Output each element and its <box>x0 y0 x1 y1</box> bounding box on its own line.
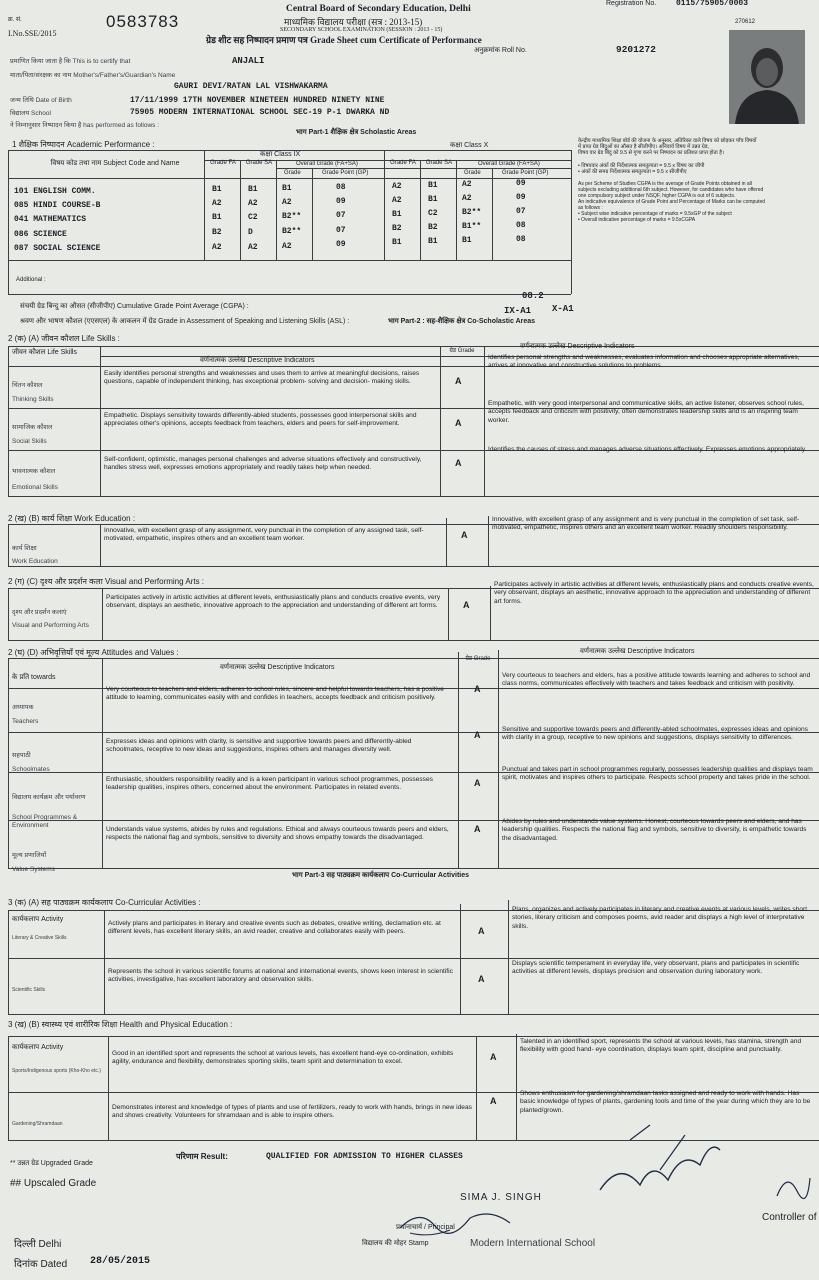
grade-a: A <box>490 1052 497 1062</box>
skill-label: Social Skills <box>12 438 47 445</box>
cgpa-value: 08.2 <box>522 291 544 301</box>
cgpa-label: संचयी ग्रेड बिन्दु का औसत (सीजीपीए) Cumulative Grade Point Average (CGPA) : <box>20 303 249 310</box>
date-label: दिनांक Dated <box>14 1259 68 1270</box>
grade-cell: C2 <box>248 213 258 222</box>
board-name-en: Central Board of Secondary Education, Delhi <box>286 4 471 14</box>
gp-cell: 08 <box>336 183 346 192</box>
grade-cell: B1 <box>462 236 472 245</box>
grade-cell: B1 <box>428 195 438 204</box>
grade-a: A <box>455 458 462 468</box>
performed-label: ने निम्नानुसार निष्पादन किया है has performed as follows : <box>10 122 160 129</box>
attitude-label: Teachers <box>12 718 39 725</box>
certify-label: प्रमाणित किया जाता है कि This is to certify that <box>10 58 131 65</box>
subject-name: 101 ENGLISH COMM. <box>14 187 96 196</box>
grade-a: A <box>474 684 481 694</box>
work-education-label-hi: कार्य शिक्षा <box>12 545 37 552</box>
grade-cell: B2 <box>212 228 222 237</box>
descriptor-x: Participates actively in artistic activities at different levels, enthusiastically plans and conducts creative events, very observant, displays an aesthetic, innovative approach to the appreciation and understanding of different art forms. <box>494 581 814 605</box>
serial-number: 0583783 <box>106 12 180 31</box>
descriptor-x: Innovative, with excellent grasp of any assignment and is very punctual in the completion of set task, self-motivated, empathetic, inspires others and an excellent team worker. Readily shoulders responsibility. <box>492 516 800 532</box>
health-heading: 3 (ख) (B) स्वास्थ्य एवं शारीरिक शिक्षा Health and Physical Education : <box>8 1020 233 1029</box>
serial-label: क्र. सं. <box>8 17 22 23</box>
grade-a: A <box>463 600 470 610</box>
result-value: QUALIFIED FOR ADMISSION TO HIGHER CLASSES <box>266 1152 463 1161</box>
gp-cell: 09 <box>516 179 526 188</box>
descriptor-ix: Enthusiastic, shoulders responsibility readily and is a keen participant in various school programmes, possesses leadership qualities, inspires others, concerned about the environment. Participates in related events. <box>106 776 433 792</box>
gp-header-ix: Grade Point (GP) <box>322 170 369 176</box>
descriptor-x: Sensitive and supportive towards peers and differently-abled schoolmates, expresses ideas and opinions with clarity in a group, receptive to new opinions and suggestions, displays sensitivity to differences. <box>502 726 808 742</box>
descriptor-ix: Self-confident, optimistic, manages personal challenges and adverse situations effectively and constructively, handles stress well, expresses emotions appropriately and readily takes help when needed. <box>104 456 422 472</box>
controller-label: Controller of <box>762 1212 817 1223</box>
skill-label: Thinking Skills <box>12 396 54 403</box>
grade-cell: B1 <box>212 185 222 194</box>
descriptor-ix: Expresses ideas and opinions with clarity, is sensitive and supportive towards peers and differently-abled schoolmates, receptive to new ideas and suggestions, inspires others and manages diversity well. <box>106 738 412 754</box>
note-line: • Overall indicative percentage of marks = 9.5xCGPA <box>578 217 696 224</box>
activity-column: कार्यकलाप Activity <box>12 916 64 923</box>
grade-fa-header-x: Grade FA <box>390 160 416 166</box>
attitude-label-hi: अध्यापक <box>12 704 34 711</box>
grade-cell: A2 <box>282 198 292 207</box>
descriptor-ix: Very courteous to teachers and elders, adheres to school rules, sincere and helpful towards teachers, has a positive attitude to learning, communicates easily with and confides in teachers, accepts feedback and criticism positively. <box>106 686 444 702</box>
activity-column: कार्यकलाप Activity <box>12 1044 64 1051</box>
visual-arts-label-hi: दृश्य और प्रदर्शन कलाएं <box>12 609 67 616</box>
grade-cell: A2 <box>462 180 472 189</box>
grade-fa-header-ix: Grade FA <box>210 160 236 166</box>
subject-name: 041 MATHEMATICS <box>14 215 87 224</box>
grade-cell: B2** <box>282 212 302 221</box>
result-label: परिणाम Result: <box>176 1152 228 1161</box>
descriptor-ix: Good in an identified sport and represents the school at various levels, has excellent hand-eye co-ordination, exhibits agility, endurance and flexibility, demonstrates sporting skills, team spirit and determination to excel. <box>112 1050 454 1066</box>
grade-cell: D <box>248 228 253 237</box>
academic-section-label: 1 शैक्षिक निष्पादन Academic Performance : <box>12 140 155 149</box>
note-line: one compulsory subject under NSQF, higher CGPA is out of 6 subjects. <box>578 193 736 200</box>
grade-a: A <box>474 824 481 834</box>
descriptor-x: Punctual and takes part in school programmes regularly, possesses leadership qualities and displays team spirit, motivates and inspires others to participate. Respects school property and takes pride in the school. <box>502 766 813 782</box>
activity-label: Literary & Creative Skills <box>12 935 67 941</box>
grade-cell: B1 <box>282 184 292 193</box>
descriptive-indicators-header-ix: वर्णनात्मक उल्लेख Descriptive Indicators <box>200 357 315 364</box>
grade-header-ix: Grade <box>284 170 301 176</box>
asl-class-x: X-A1 <box>552 304 574 314</box>
controller-signature <box>772 1166 812 1206</box>
grade-header-x: Grade <box>464 170 481 176</box>
grade-sa-header-ix: Grade SA <box>245 160 273 166</box>
descriptor-ix: Actively plans and participates in literary and creative events such as debates, creative writing, declamation etc. at different levels, has excellent literary skills, an avid reader, creative and collaborates easily with peers. <box>108 920 441 936</box>
cca-heading: 3 (क) (A) सह पाठ्यक्रम कार्यकलाप Co-Curricular Activities : <box>8 898 201 907</box>
activity-label: Gardening/Shramdaan <box>12 1121 63 1127</box>
grade-a: A <box>455 418 462 428</box>
place: दिल्ली Delhi <box>14 1239 62 1250</box>
grade-cell: B1 <box>212 213 222 222</box>
gp-cell: 08 <box>516 221 526 230</box>
descriptor-x: Empathetic, with very good interpersonal and communicative skills, an active listener, observes school rules, accepts feedback and criticism with positivity, often demonstrates leadership skills and is an inspiring team worker. <box>488 400 804 424</box>
descriptor-ix: Represents the school in various scientific forums at national and international events, shows keen interest in scientific activities, investigative, has excellent laboratory and observation skills. <box>108 968 453 984</box>
gp-cell: 09 <box>336 197 346 206</box>
grade-cell: A2 <box>248 243 258 252</box>
gp-cell: 07 <box>516 207 526 216</box>
gp-cell: 08 <box>516 235 526 244</box>
attitudes-heading: 2 (घ) (D) अभिवृत्तियाँ एवं मूल्य Attitudes and Values : <box>8 648 179 657</box>
attitude-label-hi: विद्यालय कार्यक्रम और पर्यावरण <box>12 794 86 801</box>
activity-label: Sports/Indigenous sports (Kho-Kho etc.) <box>12 1068 101 1074</box>
descriptor-x: Talented in an identified sport, represents the school at various levels, has stamina, strength and flexibility with good hand- eye coordination, displays team spirit, discipline and punctuality. <box>520 1038 802 1054</box>
note-line: An indicative equivalence of Grade Point and Percentage of Marks can be computed <box>578 199 766 206</box>
grade-cell: A2 <box>392 182 402 191</box>
descriptor-ix: Easily identifies personal strengths and weaknesses and uses them to arrive at meaningful decisions, raises questions, capable of independent thinking, has exceptional problem- solving and decision- making skills. <box>104 370 420 386</box>
subject-name: 087 SOCIAL SCIENCE <box>14 244 101 253</box>
descriptor-ix: Understands value systems, abides by rules and regulations. Ethical and always courteous towards peers and elders, respects the national flag and symbols, sensitive to diversity and shows empathy towards the disadvantaged. <box>106 826 449 842</box>
visual-arts-heading: 2 (ग) (C) दृश्य और प्रदर्शन कला Visual and Performing Arts : <box>8 577 205 586</box>
grade-cell: A2 <box>282 242 292 251</box>
life-skills-column: जीवन कौशल Life Skills <box>12 349 77 356</box>
registration-number: 0115/75905/0003 <box>676 0 749 8</box>
registration-label: Registration No. <box>606 0 657 7</box>
grade-a: A <box>461 530 468 540</box>
grade-a: A <box>455 376 462 386</box>
work-education-heading: 2 (ख) (B) कार्य शिक्षा Work Education : <box>8 514 136 523</box>
grade-cell: B1 <box>392 238 402 247</box>
student-photo <box>729 30 805 124</box>
grade-cell: A2 <box>462 194 472 203</box>
descriptor-ix: Empathetic. Displays sensitivity towards differently-abled students, possesses good interpersonal skills and appreciates other's opinions, accepts feedback from teachers, elders and peers for self-improvement. <box>104 412 417 428</box>
grade-cell: A2 <box>392 196 402 205</box>
visual-arts-label: Visual and Performing Arts <box>12 622 89 629</box>
asl-class-ix: IX-A1 <box>504 306 532 316</box>
grade-a: A <box>490 1096 497 1106</box>
grade-column: ग्रेड Grade <box>465 656 491 662</box>
grade-cell: B1 <box>248 185 258 194</box>
photo-code: 270612 <box>735 19 756 25</box>
subject-name: 086 SCIENCE <box>14 230 67 239</box>
grade-a: A <box>478 926 485 936</box>
ref-number: I.No.SSE/2015 <box>8 29 57 38</box>
part1-title: भाग Part-1 शैक्षिक क्षेत्र Scholastic Areas <box>296 129 417 136</box>
grade-cell: B1** <box>462 222 482 231</box>
note-line: केन्द्रीय माध्यमिक शिक्षा बोर्ड की योजना के अनुसार, अतिरिक्त वाले विषय को छोड़कर पाँच विषयों <box>578 138 757 144</box>
grade-cell: B1 <box>428 181 438 190</box>
descriptor-x: Plans, organizes and actively participates in literary and creative events at various levels, writes short stories, literary criticism and composes poems, avid reader and displays a high level of interpretative skills. <box>512 906 808 930</box>
dob-label: जन्म तिथि Date of Birth <box>10 97 72 104</box>
part3-title: भाग Part-3 सह पाठ्यक्रम कार्यकलाप Co-Curricular Activities <box>292 872 470 879</box>
note-line: • विषयवार अंकों की निर्देशात्मक समतुल्यता = 9.5 x विषय का जीपी <box>578 162 705 169</box>
note-line: विषय वार ग्रेड बिंदु को 9.5 से गुणा करने पर निष्पादन का प्रतिशत प्राप्त होता है। <box>578 150 724 157</box>
attitude-label-hi: सहपाठी <box>12 752 31 759</box>
descriptor-ix: Demonstrates interest and knowledge of types of plants and use of fertilizers, ready to work with hands, brings in new ideas and shows creativity. Volunteers for shramdaan and is able to inspire others. <box>112 1104 472 1120</box>
gp-cell: 07 <box>336 226 346 235</box>
descriptor-ix: Innovative, with excellent grasp of any assignment, very punctual in the completion of any assigned task, self-motivated, empathetic, inspires others and an excellent team worker. <box>104 527 424 543</box>
note-line: as follows : <box>578 205 603 212</box>
class-ix-header: कक्षा Class IX <box>260 151 301 158</box>
descriptor-x: Displays scientific temperament in everyday life, very observant, plans and participates in scientific activities at different levels, displays precision and observation during laboratory work. <box>512 960 800 976</box>
parent-name: GAURI DEVI/RATAN LAL VISHWAKARMA <box>174 82 328 91</box>
school-stamp-text: Modern International School <box>470 1238 596 1249</box>
skill-label: Emotional Skills <box>12 484 58 491</box>
parent-label: माता/पिता/संरक्षक का नाम Mother's/Father's/Guardian's Name <box>10 72 176 79</box>
grade-cell: C2 <box>428 209 438 218</box>
skill-label-hi: सामाजिक कौशल <box>12 424 53 431</box>
grade-sa-header-x: Grade SA <box>425 160 453 166</box>
grading-notes <box>578 138 814 223</box>
descriptor-x: Abides by rules and understands value systems. Honest, courteous towards peers and elders, and has leadership qualities. Respects the national flag and symbols, sensitive to diversity, is empathetic towards the disadvantaged. <box>502 818 807 842</box>
gp-cell: 07 <box>336 211 346 220</box>
skill-label-hi: चिंतन कौशल <box>12 382 43 389</box>
class-x-header: कक्षा Class X <box>450 142 489 149</box>
principal-signature <box>380 1178 530 1248</box>
note-line: subjects excluding additional 6th subject. However, for candidates who have offered <box>578 187 764 194</box>
descriptor-x: Identifies personal strengths and weaknesses, evaluates information and chooses appropriate alternatives, arrives at innovative and constructive solutions to problems. <box>488 354 800 370</box>
gp-cell: 09 <box>336 240 346 249</box>
additional-label: Additional : <box>16 277 46 283</box>
grade-column: ग्रेड Grade <box>449 348 475 354</box>
descriptor-x: Identifies the causes of stress and manages adverse situations effectively. Expresses emotions appropriately. <box>488 446 807 453</box>
issue-date: 28/05/2015 <box>90 1256 151 1267</box>
descriptor-ix: Participates actively in artistic activities at different levels, enthusiastically plans and conducts creative events, very observant, displays an aesthetic, innovative approach to the appreciation and understanding of different art forms. <box>106 594 441 610</box>
date-of-birth: 17/11/1999 17TH NOVEMBER NINETEEN HUNDRED NINETY NINE <box>130 96 385 105</box>
grade-cell: B1 <box>428 237 438 246</box>
grade-a: A <box>474 730 481 740</box>
roll-label: अनुक्रमांक Roll No. <box>474 47 527 54</box>
stamp-label: विद्यालय की मोहर Stamp <box>362 1240 429 1247</box>
subject-header: विषय कोड तथा नाम Subject Code and Name <box>50 160 180 167</box>
subject-name: 085 HINDI COURSE-B <box>14 201 101 210</box>
towards-column: के प्रति towards <box>12 674 56 681</box>
upscaled-grade-note: ## Upscaled Grade <box>10 1178 97 1189</box>
skill-label-hi: भावनात्मक कौशल <box>12 468 56 475</box>
grade-cell: B2 <box>428 223 438 232</box>
attitude-label: Schoolmates <box>12 766 50 773</box>
grade-cell: B1 <box>392 210 402 219</box>
note-line: As per Scheme of Studies CGPA is the average of Grade Points obtained in all <box>578 181 752 188</box>
life-skills-heading: 2 (क) (A) जीवन कौशल Life Skills : <box>8 334 120 343</box>
principal-title: प्रधानाचार्य / Principal <box>396 1224 455 1231</box>
grade-cell: B2 <box>392 224 402 233</box>
board-name-hi: माध्यमिक विद्यालय परीक्षा (सत्र : 2013-15) <box>284 17 423 27</box>
grade-cell: A2 <box>212 243 222 252</box>
upgraded-grade-note: ** उन्नत ग्रेड Upgraded Grade <box>10 1160 93 1167</box>
attitude-label: Value Systems <box>12 866 55 873</box>
asl-label: श्रवण और भाषण कौशल (एएसएल) के आकलन में ग्रेड Grade in Assessment of Speaking and Listening Skills (ASL) : <box>20 318 350 325</box>
gp-cell: 09 <box>516 193 526 202</box>
attitude-label: School Programmes & Environment <box>12 814 78 829</box>
note-line: • अंकों की समग्र निर्देशात्मक समतुल्यता = 9.5 x सीजीपीए <box>578 168 687 175</box>
handwritten-date <box>590 1120 730 1220</box>
note-line: • Subject wise indicative percentage of marks = 9.5xGP of the subject <box>578 211 732 218</box>
student-name: ANJALI <box>232 56 265 66</box>
note-line: में प्राप्त ग्रेड बिंदुओं का औसत है सीजीपीए। अनिवार्य विषय में उन्नत ग्रेड, <box>578 144 709 151</box>
gp-header-x: Grade Point (GP) <box>502 170 549 176</box>
overall-header-x: Overall Grade (FA+SA) <box>478 161 540 167</box>
grade-cell: A2 <box>248 199 258 208</box>
attitude-label-hi: मूल्य प्रणालियाँ <box>12 852 47 859</box>
descriptive-indicators-header-x: वर्णनात्मक उल्लेख Descriptive Indicators <box>520 343 635 350</box>
activity-label: Scientific Skills <box>12 987 46 993</box>
work-education-label: Work Education <box>12 558 58 565</box>
school-name: 75905 MODERN INTERNATIONAL SCHOOL SEC-19 P-1 DWARKA ND <box>130 108 390 117</box>
descriptive-indicators-header-ix: वर्णनात्मक उल्लेख Descriptive Indicators <box>220 664 335 671</box>
roll-number: 9201272 <box>616 44 656 55</box>
grade-cell: B2** <box>462 208 482 217</box>
exam-line: SECONDARY SCHOOL EXAMINATION (SESSION : 2013 - 15) <box>280 27 443 33</box>
grade-cell: B2** <box>282 227 302 236</box>
grade-a: A <box>474 778 481 788</box>
grade-a: A <box>478 974 485 984</box>
descriptor-x: Very courteous to teachers and elders, has a positive attitude towards learning and adheres to school and class norms, communicates effectively with teachers and takes feedback and criticism with positivity. <box>502 672 811 688</box>
grade-cell: A2 <box>212 199 222 208</box>
principal-name: SIMA J. SINGH <box>460 1192 542 1203</box>
descriptor-x: Shows enthusiasm for gardening/shramdaan tasks assigned and ready to work with hands. Has basic knowledge of types of plants, gardening tools and time of the year during which they are to be planted/grown. <box>520 1090 811 1114</box>
part2-title: भाग Part-2 : सह-शैक्षिक क्षेत्र Co-Scholastic Areas <box>388 318 536 325</box>
descriptive-indicators-header-x: वर्णनात्मक उल्लेख Descriptive Indicators <box>580 648 695 655</box>
certificate-title: ग्रेड शीट सह निष्पादन प्रमाण पत्र Grade Sheet cum Certificate of Performance <box>206 35 482 45</box>
school-label: विद्यालय School <box>10 110 51 117</box>
overall-header-ix: Overall Grade (FA+SA) <box>296 161 358 167</box>
